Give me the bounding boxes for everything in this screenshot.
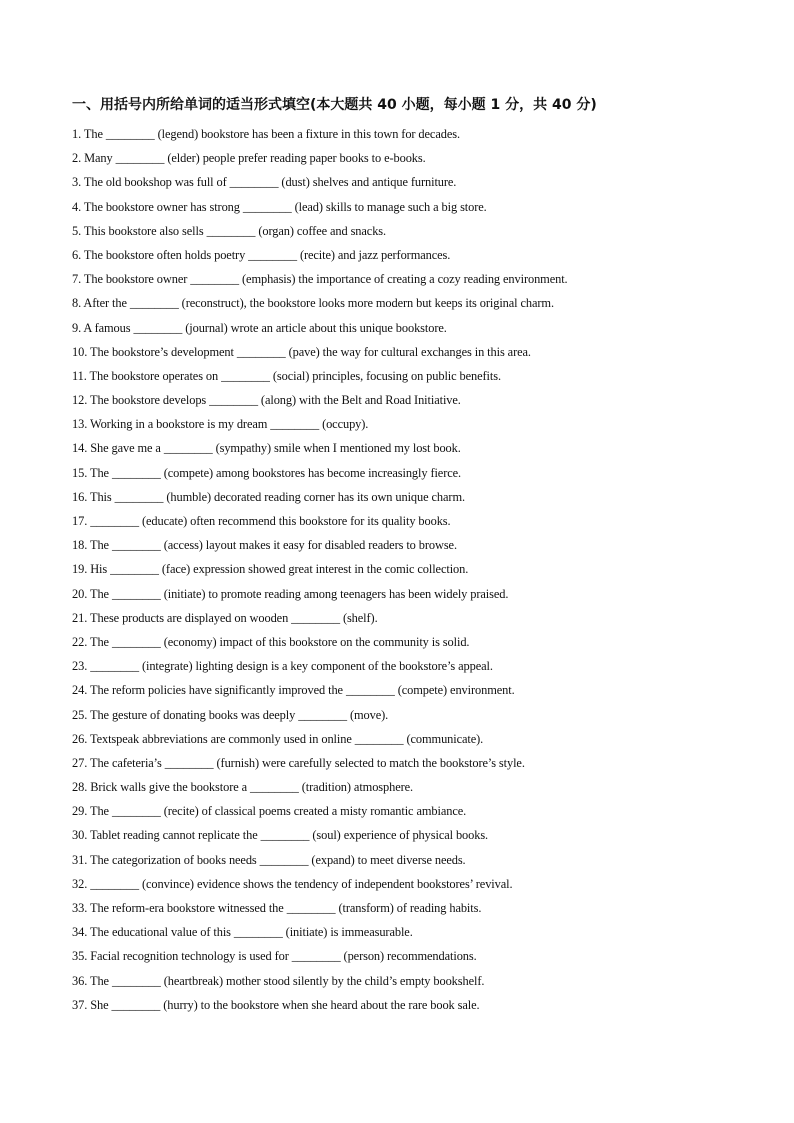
question-text-after: (pave) the way for cultural exchanges in this area. bbox=[288, 344, 531, 359]
answer-blank: ________ bbox=[111, 804, 161, 819]
question-text-before: The bbox=[89, 465, 109, 480]
answer-blank: ________ bbox=[90, 514, 139, 528]
question-number: 28. bbox=[72, 780, 88, 795]
question-number: 26. bbox=[72, 731, 88, 746]
question-number: 7. bbox=[72, 272, 82, 287]
question-item bbox=[72, 777, 732, 801]
answer-blank: ________ bbox=[291, 610, 340, 625]
question-text-before: This bbox=[89, 489, 112, 504]
question-text-after: (journal) wrote an article about this unique bookstore. bbox=[185, 320, 447, 335]
question-text-before: The bbox=[83, 127, 103, 141]
question-text-after: (shelf). bbox=[342, 610, 378, 625]
question-text-after: (integrate) lighting design is a key component of the bookstore’s appeal. bbox=[141, 659, 493, 674]
question-list bbox=[72, 124, 732, 1019]
question-item bbox=[72, 269, 732, 293]
answer-blank: ________ bbox=[270, 417, 320, 432]
question-item bbox=[72, 293, 732, 317]
question-text-after: (occupy). bbox=[322, 417, 369, 432]
answer-blank: ________ bbox=[233, 925, 283, 940]
question-item bbox=[72, 245, 732, 269]
question-item bbox=[72, 172, 732, 196]
question-item bbox=[72, 487, 732, 511]
question-number: 22. bbox=[72, 634, 88, 649]
question-item bbox=[72, 535, 732, 559]
question-text-after: (reconstruct), the bookstore looks more modern but keeps its original charm. bbox=[181, 296, 554, 311]
question-text-before: These products are displayed on wooden bbox=[89, 610, 289, 625]
question-text-after: (emphasis) the importance of creating a cozy reading environment. bbox=[242, 272, 568, 287]
question-item bbox=[72, 825, 732, 849]
question-number: 33. bbox=[72, 901, 88, 915]
question-text-before: The categorization of books needs bbox=[89, 852, 257, 867]
question-item bbox=[72, 559, 732, 583]
answer-blank: ________ bbox=[209, 393, 258, 408]
answer-blank: ________ bbox=[242, 199, 292, 214]
question-number: 27. bbox=[72, 755, 88, 770]
answer-blank: ________ bbox=[354, 731, 404, 746]
question-text-after: (compete) among bookstores has become increasingly fierce. bbox=[163, 465, 462, 480]
question-number: 35. bbox=[72, 949, 88, 964]
question-text-after: (social) principles, focusing on public benefits. bbox=[272, 368, 501, 383]
question-number: 15. bbox=[72, 465, 88, 480]
question-text-after: (along) with the Belt and Road Initiative. bbox=[260, 393, 461, 408]
question-item bbox=[72, 656, 732, 680]
question-number: 3. bbox=[72, 175, 82, 190]
question-item bbox=[72, 463, 732, 487]
answer-blank: ________ bbox=[298, 707, 347, 722]
question-text-after: (move). bbox=[349, 707, 389, 722]
question-text-after: (economy) impact of this bookstore on the community is solid. bbox=[163, 634, 470, 649]
question-item bbox=[72, 124, 732, 148]
question-text-after: (communicate). bbox=[406, 731, 484, 746]
question-text-after: (dust) shelves and antique furniture. bbox=[281, 175, 457, 190]
question-number: 31. bbox=[72, 852, 88, 867]
question-item bbox=[72, 366, 732, 390]
question-text-after: (convince) evidence shows the tendency of independent bookstores’ revival. bbox=[141, 876, 513, 891]
question-text-before: The bbox=[89, 538, 109, 553]
question-item bbox=[72, 414, 732, 438]
question-text-after: (hurry) to the bookstore when she heard about the rare book sale. bbox=[163, 997, 480, 1012]
question-text-after: (tradition) atmosphere. bbox=[301, 780, 414, 795]
question-text-after: (person) recommendations. bbox=[343, 949, 477, 964]
question-text-before: The bookstore’s development bbox=[89, 344, 234, 359]
answer-blank: ________ bbox=[111, 465, 161, 480]
answer-blank: ________ bbox=[111, 586, 161, 601]
question-item bbox=[72, 705, 732, 729]
question-text-after: (face) expression showed great interest in the comic collection. bbox=[161, 562, 469, 577]
question-text-before: After the bbox=[83, 296, 127, 311]
question-number: 20. bbox=[72, 586, 88, 601]
question-text-after: (access) layout makes it easy for disabled readers to browse. bbox=[163, 538, 457, 553]
question-text-after: (expand) to meet diverse needs. bbox=[311, 852, 466, 867]
question-item bbox=[72, 995, 732, 1019]
question-number: 10. bbox=[72, 344, 88, 359]
question-text-before: The reform-era bookstore witnessed the bbox=[89, 901, 284, 915]
answer-blank: ________ bbox=[164, 755, 214, 770]
question-item bbox=[72, 511, 732, 535]
question-text-after: (initiate) is immeasurable. bbox=[285, 925, 413, 940]
question-text-before: The bookstore operates on bbox=[89, 368, 219, 383]
question-text-before: Textspeak abbreviations are commonly used in online bbox=[89, 731, 352, 746]
question-number: 9. bbox=[72, 320, 82, 335]
question-number: 5. bbox=[72, 223, 82, 238]
question-number: 36. bbox=[72, 973, 88, 988]
answer-blank: ________ bbox=[115, 151, 165, 166]
question-item bbox=[72, 850, 732, 874]
question-item bbox=[72, 946, 732, 970]
question-number: 29. bbox=[72, 804, 88, 819]
question-text-after: (sympathy) smile when I mentioned my lost book. bbox=[215, 441, 461, 456]
question-item bbox=[72, 680, 732, 704]
answer-blank: ________ bbox=[259, 852, 309, 867]
question-text-before: A famous bbox=[83, 320, 131, 335]
question-number: 25. bbox=[72, 707, 88, 722]
answer-blank: ________ bbox=[111, 634, 161, 649]
question-item bbox=[72, 148, 732, 172]
answer-blank: ________ bbox=[286, 901, 336, 915]
answer-blank: ________ bbox=[114, 489, 164, 504]
question-number: 16. bbox=[72, 489, 88, 504]
answer-blank: ________ bbox=[111, 973, 161, 988]
question-item bbox=[72, 608, 732, 632]
answer-blank: ________ bbox=[236, 344, 286, 359]
question-text-before: The educational value of this bbox=[89, 925, 231, 940]
question-text-after: (compete) environment. bbox=[397, 683, 515, 698]
question-text-before: The bbox=[89, 973, 109, 988]
question-number: 4. bbox=[72, 199, 82, 214]
question-item bbox=[72, 584, 732, 608]
question-number: 30. bbox=[72, 828, 88, 843]
question-text-before: The bookstore develops bbox=[89, 393, 207, 408]
question-item bbox=[72, 922, 732, 946]
question-text-before: The bbox=[89, 586, 109, 601]
answer-blank: ________ bbox=[221, 368, 270, 383]
question-item bbox=[72, 898, 732, 922]
question-text-before: The bookstore owner has strong bbox=[83, 199, 240, 214]
question-number: 12. bbox=[72, 393, 88, 408]
question-text-after: (initiate) to promote reading among teenagers has been widely praised. bbox=[163, 586, 509, 601]
question-text-after: (transform) of reading habits. bbox=[338, 901, 482, 915]
question-number: 23. bbox=[72, 659, 88, 674]
answer-blank: ________ bbox=[260, 828, 310, 843]
question-text-after: (soul) experience of physical books. bbox=[312, 828, 489, 843]
question-number: 2. bbox=[72, 151, 82, 166]
question-item bbox=[72, 632, 732, 656]
question-text-after: (elder) people prefer reading paper books to e-books. bbox=[167, 151, 426, 166]
answer-blank: ________ bbox=[250, 780, 299, 795]
question-text-before: The bbox=[89, 804, 109, 819]
answer-blank: ________ bbox=[90, 659, 139, 674]
question-number: 13. bbox=[72, 417, 88, 432]
question-number: 24. bbox=[72, 683, 88, 698]
question-item bbox=[72, 221, 732, 245]
question-text-before: The gesture of donating books was deeply bbox=[89, 707, 296, 722]
question-text-after: (educate) often recommend this bookstore for its quality books. bbox=[141, 514, 451, 528]
answer-blank: ________ bbox=[111, 997, 161, 1012]
question-number: 37. bbox=[72, 997, 88, 1012]
question-item bbox=[72, 874, 732, 898]
answer-blank: ________ bbox=[248, 247, 297, 262]
question-number: 32. bbox=[72, 876, 88, 891]
question-number: 34. bbox=[72, 925, 88, 940]
answer-blank: ________ bbox=[163, 441, 213, 456]
question-number: 21. bbox=[72, 610, 88, 625]
question-text-before: Tablet reading cannot replicate the bbox=[89, 828, 258, 843]
question-item bbox=[72, 390, 732, 414]
question-number: 6. bbox=[72, 247, 82, 262]
question-number: 19. bbox=[72, 562, 88, 577]
question-text-after: (legend) bookstore has been a fixture in this town for decades. bbox=[157, 127, 460, 141]
question-number: 14. bbox=[72, 441, 88, 456]
question-item bbox=[72, 729, 732, 753]
question-text-before: The old bookshop was full of bbox=[83, 175, 227, 190]
question-text-after: (recite) of classical poems created a misty romantic ambiance. bbox=[163, 804, 467, 819]
question-number: 11. bbox=[72, 368, 87, 383]
question-item bbox=[72, 342, 732, 366]
question-text-before: The bookstore often holds poetry bbox=[83, 247, 246, 262]
question-text-before: Working in a bookstore is my dream bbox=[89, 417, 268, 432]
question-text-before: Brick walls give the bookstore a bbox=[90, 780, 248, 795]
question-item bbox=[72, 971, 732, 995]
question-text-after: (furnish) were carefully selected to match the bookstore’s style. bbox=[216, 755, 525, 770]
question-item bbox=[72, 318, 732, 342]
question-text-before: She gave me a bbox=[90, 441, 161, 456]
question-item bbox=[72, 197, 732, 221]
answer-blank: ________ bbox=[133, 320, 183, 335]
question-text-before: Many bbox=[84, 151, 113, 166]
question-number: 8. bbox=[72, 296, 82, 311]
question-number: 17. bbox=[72, 514, 88, 528]
question-text-before: Facial recognition technology is used for bbox=[90, 949, 289, 964]
answer-blank: ________ bbox=[345, 683, 395, 698]
answer-blank: ________ bbox=[110, 562, 159, 577]
question-number: 1. bbox=[72, 127, 82, 141]
question-item bbox=[72, 753, 732, 777]
question-text-before: The bbox=[89, 634, 109, 649]
question-text-before: The reform policies have significantly improved the bbox=[89, 683, 343, 698]
answer-blank: ________ bbox=[111, 538, 161, 553]
question-item bbox=[72, 801, 732, 825]
question-text-after: (recite) and jazz performances. bbox=[299, 247, 451, 262]
answer-blank: ________ bbox=[90, 876, 139, 891]
answer-blank: ________ bbox=[190, 272, 240, 287]
answer-blank: ________ bbox=[129, 296, 179, 311]
question-number: 18. bbox=[72, 538, 88, 553]
question-text-before: This bookstore also sells bbox=[83, 223, 204, 238]
answer-blank: ________ bbox=[229, 175, 279, 190]
question-text-before: His bbox=[90, 562, 108, 577]
question-text-after: (heartbreak) mother stood silently by the child’s empty bookshelf. bbox=[163, 973, 485, 988]
question-text-after: (organ) coffee and snacks. bbox=[258, 223, 387, 238]
question-text-after: (lead) skills to manage such a big store. bbox=[294, 199, 487, 214]
question-item bbox=[72, 438, 732, 462]
answer-blank: ________ bbox=[105, 127, 155, 141]
question-text-before: The cafeteria’s bbox=[89, 755, 162, 770]
question-text-after: (humble) decorated reading corner has its own unique charm. bbox=[166, 489, 465, 504]
section-heading: 一、用括号内所给单词的适当形式填空(本大题共 40 小题，每小题 1 分，共 40 分) bbox=[72, 97, 597, 113]
answer-blank: ________ bbox=[206, 223, 256, 238]
question-text-before: The bookstore owner bbox=[83, 272, 188, 287]
question-text-before: She bbox=[90, 997, 109, 1012]
answer-blank: ________ bbox=[291, 949, 341, 964]
